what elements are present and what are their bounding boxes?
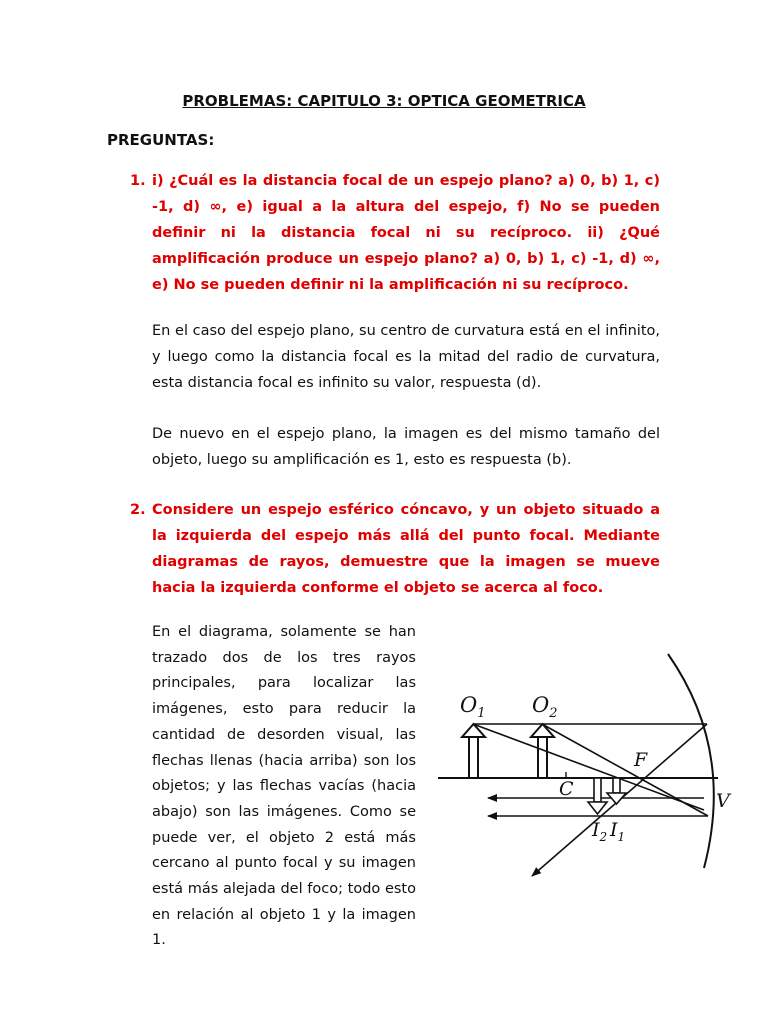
object-arrow-1 [462, 724, 485, 778]
section-heading: PREGUNTAS: [107, 131, 215, 149]
question-text: i) ¿Cuál es la distancia focal de un espejo plano? a) 0, b) 1, c) -1, d) ∞, e) igual a la altura del espejo, f) No se pueden definir ni la distancia focal ni su recíproco. ii) ¿Qué amplificación produce un espejo plano? a) 0, b) 1, c) -1, d) ∞, e) No se pueden definir ni la amplificación ni su recíproco. [152, 173, 660, 293]
label-i2: $I_2$ [592, 819, 608, 844]
question-number: 1. [130, 173, 146, 189]
label-f: F [634, 749, 648, 771]
ray-through-focus-1 [473, 724, 704, 810]
image-arrow-2 [588, 778, 607, 814]
answer-1b: De nuevo en el espejo plano, la imagen es del mismo tamaño del objeto, luego su amplificación es 1, esto es respuesta (b). [152, 426, 660, 468]
label-c: C [559, 778, 574, 800]
question-text: Considere un espejo esférico cóncavo, y un objeto situado a la izquierda del espejo más allá del punto focal. Mediante diagramas de rayos, demuestre que la imagen se mueve hacia la izquierda conforme el objeto se acerca al foco. [152, 502, 660, 596]
label-o2: $O_2$ [532, 693, 558, 721]
question-1 [130, 168, 660, 298]
question-2 [130, 497, 660, 601]
concave-mirror [668, 654, 714, 868]
question-number: 2. [130, 502, 146, 518]
image-arrow-1 [607, 778, 626, 804]
ray-through-focus-2 [542, 724, 708, 816]
ray-diagram [420, 640, 740, 890]
label-o1: $O_1$ [460, 693, 486, 721]
page-title: PROBLEMAS: CAPITULO 3: OPTICA GEOMETRICA [182, 92, 586, 110]
answer-2: En el diagrama, solamente se han trazado dos de los tres rayos principales, para localizar las imágenes, esto para reducir la cantidad de desorden visual, las flechas llenas (hacia arriba) son los objetos; y las flechas vacías (hacia abajo) son las imágenes. Como se puede ver, el objeto 2 está más cercano al punto focal y su imagen está más alejada del foco; todo esto en relación al objeto 1 y la imagen 1. [152, 624, 416, 949]
object-arrow-2 [531, 724, 554, 778]
label-v: V [716, 790, 730, 812]
label-i1: $I_1$ [610, 819, 626, 844]
answer-1a: En el caso del espejo plano, su centro de curvatura está en el infinito, y luego como la distancia focal es la mitad del radio de curvatura, esta distancia focal es infinito su valor, respuesta (d). [152, 323, 660, 391]
